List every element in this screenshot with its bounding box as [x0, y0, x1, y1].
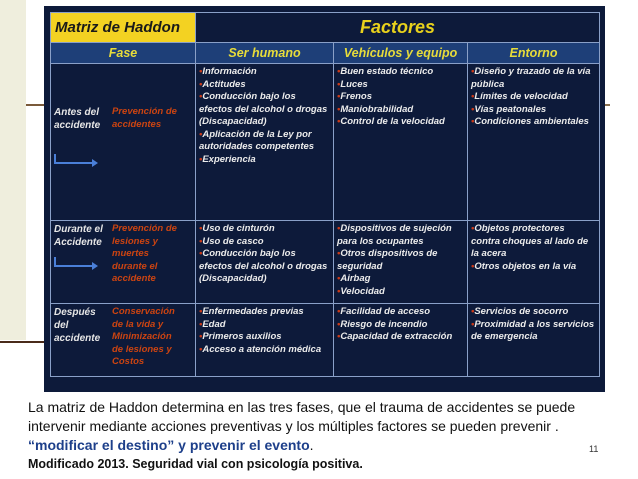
phase-cell	[51, 221, 196, 304]
phase-cell	[51, 304, 196, 377]
vehiculos-cell	[334, 221, 468, 304]
list-item: •Actitudes	[199, 78, 246, 90]
list-item: •Otros dispositivos de seguridad	[337, 248, 438, 272]
haddon-matrix-image	[44, 6, 605, 392]
list-item: •Capacidad de extracción	[337, 331, 453, 342]
list-item: •Airbag	[337, 273, 371, 284]
list-item: •Aplicación de la Ley por autoridades competentes	[199, 128, 315, 152]
slide-footer: Modificado 2013. Seguridad vial con psicología positiva.	[28, 457, 363, 471]
vehiculos-cell	[334, 304, 468, 377]
list-item: •Condiciones ambientales	[471, 116, 589, 127]
ser-humano-cell	[196, 304, 334, 377]
matrix-row-despues	[51, 304, 600, 377]
list-item: •Acceso a atención médica	[199, 343, 322, 355]
header-vehiculos: Vehículos y equipo	[334, 43, 468, 64]
factores-header: Factores	[196, 13, 600, 43]
list-item: •Dispositivos de sujeción para los ocupantes	[337, 223, 452, 247]
list-item: •Riesgo de incendio	[337, 318, 428, 330]
list-item: •Uso de casco	[199, 235, 264, 247]
header-ser-humano: Ser humano	[196, 43, 334, 64]
caption-end: .	[309, 437, 314, 453]
list-item: •Diseño y trazado de la vía pública	[471, 66, 591, 90]
caption-text: La matriz de Haddon determina en las tres fases, que el trauma de accidentes se puede intervenir mediante acciones preventivas y los múltiples factores se pueden prevenir .	[28, 399, 576, 434]
list-item: •Conducción bajo los efectos del alcohol o drogas (Discapacidad)	[199, 248, 328, 284]
list-item: •Otros objetos en la vía	[471, 260, 577, 272]
list-item: •Control de la velocidad	[337, 116, 445, 127]
list-item: •Proximidad a los servicios de emergencia	[471, 318, 595, 342]
phase-goal: Prevención de accidentes	[112, 106, 177, 130]
haddon-matrix-table	[50, 12, 600, 377]
caption-highlight: “modificar el destino” y prevenir el evento	[28, 437, 310, 453]
entorno-cell	[468, 304, 600, 377]
list-item: •Frenos	[337, 91, 373, 102]
slide-left-bar	[0, 0, 26, 340]
arrow-icon	[54, 257, 92, 267]
header-entorno: Entorno	[468, 43, 600, 64]
list-item: •Edad	[199, 318, 226, 330]
list-item: •Información	[199, 66, 257, 77]
list-item: •Vías peatonales	[471, 103, 547, 115]
list-item: •Límites de velocidad	[471, 91, 568, 102]
list-item: •Primeros auxilios	[199, 331, 282, 342]
arrow-icon	[54, 154, 92, 164]
entorno-cell	[468, 64, 600, 221]
vehiculos-cell	[334, 64, 468, 221]
phase-cell	[51, 64, 196, 221]
list-item: •Facilidad de acceso	[337, 306, 431, 317]
phase-goal: Conservación de la vida y Minimización de lesiones y Costos	[112, 306, 175, 367]
list-item: •Servicios de socorro	[471, 306, 569, 317]
phase-goal: Prevención de lesiones y muertes durante el accidente	[112, 223, 177, 284]
list-item: •Objetos protectores contra choques al lado de la acera	[471, 223, 589, 259]
list-item: •Conducción bajo los efectos del alcohol o drogas (Discapacidad)	[199, 91, 328, 127]
phase-label: Durante el Accidente	[54, 224, 103, 248]
entorno-cell	[468, 221, 600, 304]
list-item: •Enfermedades previas	[199, 306, 304, 317]
phase-label: Después del accidente	[54, 307, 101, 344]
ser-humano-cell	[196, 64, 334, 221]
list-item: •Luces	[337, 78, 368, 90]
list-item: •Buen estado técnico	[337, 66, 434, 77]
matrix-row-durante	[51, 221, 600, 304]
list-item: •Velocidad	[337, 285, 385, 297]
list-item: •Experiencia	[199, 153, 256, 165]
header-fase: Fase	[51, 43, 196, 64]
list-item: •Maniobrabilidad	[337, 103, 414, 115]
ser-humano-cell	[196, 221, 334, 304]
slide-number: 11	[589, 444, 599, 454]
matrix-row-antes	[51, 64, 600, 221]
list-item: •Uso de cinturón	[199, 223, 275, 234]
matrix-title: Matriz de Haddon	[51, 13, 196, 43]
slide-caption	[28, 398, 618, 455]
phase-label: Antes del accidente	[54, 107, 101, 131]
